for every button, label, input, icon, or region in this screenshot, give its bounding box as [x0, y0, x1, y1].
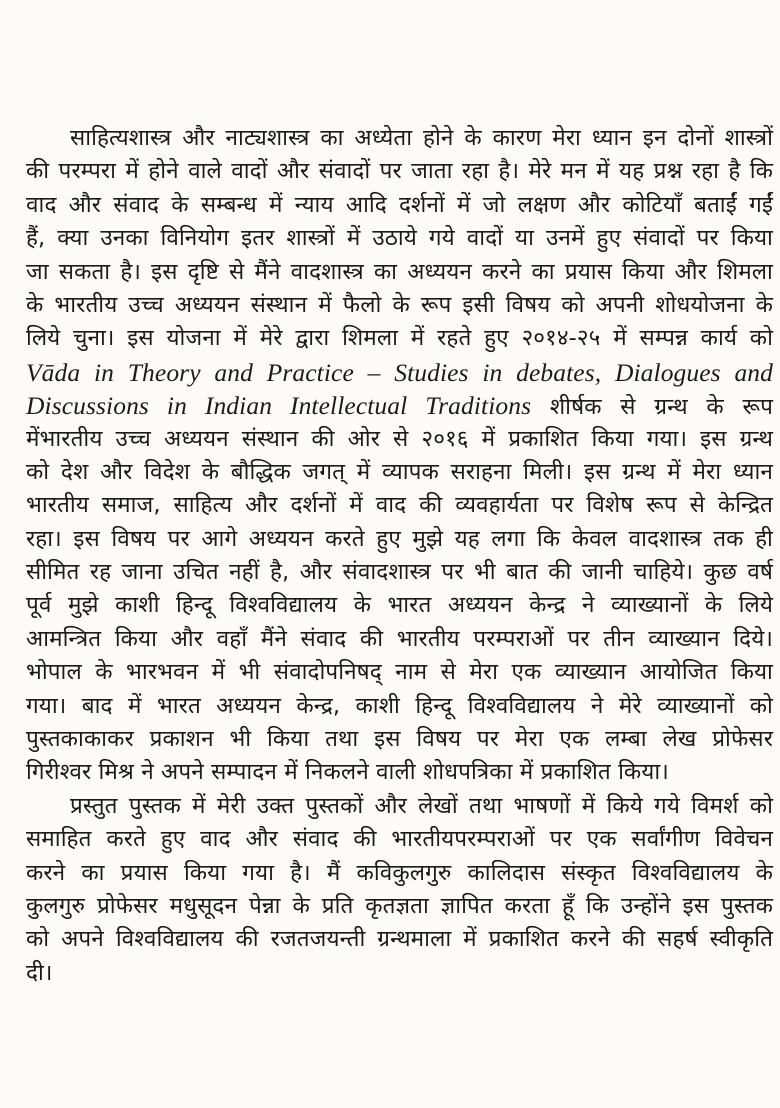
line-20: गिरीश्वर मिश्र ने अपने सम्पादन में निकलने वाली शोधपत्रिका में प्रकाशित किया। [26, 759, 669, 786]
line-21: प्रस्तुत पुस्तक में मेरी उक्त पुस्तकों और लेखों तथा भाषणों में किये गये विमर्श को [70, 792, 773, 819]
line-18: गया। बाद में भारत अध्ययन केन्द्र, काशी हिन्दू विश्वविद्यालय ने मेरे व्याख्यानों को [26, 692, 773, 719]
paragraph-2 [26, 790, 773, 990]
line-13: रहा। इस विषय पर आगे अध्ययन करते हुए मुझे यह लगा कि केवल वादशास्त्र तक ही [26, 525, 773, 552]
english-title-segment: Discussions in Indian Intellectual Traditions [26, 391, 532, 421]
line-25: को अपने विश्वविद्यालय की रजतजयन्ती ग्रन्थमाला में प्रकाशित करने की सहर्ष स्वीकृति [26, 926, 773, 953]
line-15: पूर्व मुझे काशी हिन्दू विश्वविद्यालय के भारत अध्ययन केन्द्र ने व्याख्यानों के लिये [26, 592, 773, 619]
line-05: जा सकता है। इस दृष्टि से मैंने वादशास्त्र का अध्ययन करने का प्रयास किया और शिमला [26, 258, 773, 285]
hindi-text-segment: शीर्षक से ग्रन्थ के रूप [549, 394, 773, 421]
line-10: मेंभारतीय उच्च अध्ययन संस्थान की ओर से २०१६ में प्रकाशित किया गया। इस ग्रन्थ [26, 425, 773, 452]
line-23: करने का प्रयास किया गया है। मैं कविकुलगुरु कालिदास संस्कृत विश्वविद्यालय के [26, 859, 773, 886]
line-08-english-book-title: Vāda in Theory and Practice – Studies in debates, Dialogues and [26, 357, 773, 387]
line-16: आमन्त्रित किया और वहाँ मैंने संवाद की भारतीय परम्पराओं पर तीन व्याख्यान दिये। [26, 625, 773, 652]
line-01: साहित्यशास्त्र और नाट्यशास्त्र का अध्येता होने के कारण मेरा ध्यान इन दोनों शास्त्रों [70, 125, 773, 151]
text-block [26, 122, 773, 990]
line-19: पुस्तकाकाकर प्रकाशन भी किया तथा इस विषय पर मेरा एक लम्बा लेख प्रोफेसर [26, 726, 773, 753]
line-03: वाद और संवाद के सम्बन्ध में न्याय आदि दर्शनों में जो लक्षण और कोटियाँ बताईं गईं [26, 191, 773, 218]
line-12: भारतीय समाज, साहित्य और दर्शनों में वाद की व्यवहार्यता पर विशेष रूप से केन्द्रित [26, 492, 773, 519]
line-24: कुलगुरु प्रोफेसर मधुसूदन पेन्ना के प्रति कृतज्ञता ज्ञापित करता हूँ कि उन्होंने इस पुस्तक [26, 892, 773, 919]
line-14: सीमित रह जाना उचित नहीं है, और संवादशास्त्र पर भी बात की जानी चाहिये। कुछ वर्ष [26, 559, 773, 586]
line-26: दी। [26, 959, 53, 986]
line-07: लिये चुना। इस योजना में मेरे द्वारा शिमला में रहते हुए २०१४-२५ में सम्पन्न कार्य को [26, 325, 773, 352]
line-06: के भारतीय उच्च अध्ययन संस्थान में फैलो के रूप इसी विषय को अपनी शोधयोजना के [26, 291, 773, 318]
paragraph-1 [26, 122, 773, 790]
line-22: समाहित करते हुए वाद और संवाद की भारतीयपरम्पराओं पर एक सर्वांगीण विवेचन [26, 826, 773, 853]
line-04: हैं, क्या उनका विनियोग इतर शास्त्रों में उठाये गये वादों या उनमें हुए संवादों पर किया [26, 225, 773, 252]
line-09-mixed [26, 389, 773, 422]
line-17: भोपाल के भारभवन में भी संवादोपनिषद् नाम से मेरा एक व्याख्यान आयोजित किया [26, 659, 773, 686]
line-11: को देश और विदेश के बौद्धिक जगत् में व्यापक सराहना मिली। इस ग्रन्थ में मेरा ध्यान [26, 458, 773, 485]
line-02: की परम्परा में होने वाले वादों और संवादों पर जाता रहा है। मेरे मन में यह प्रश्न रहा है कि [26, 158, 773, 185]
